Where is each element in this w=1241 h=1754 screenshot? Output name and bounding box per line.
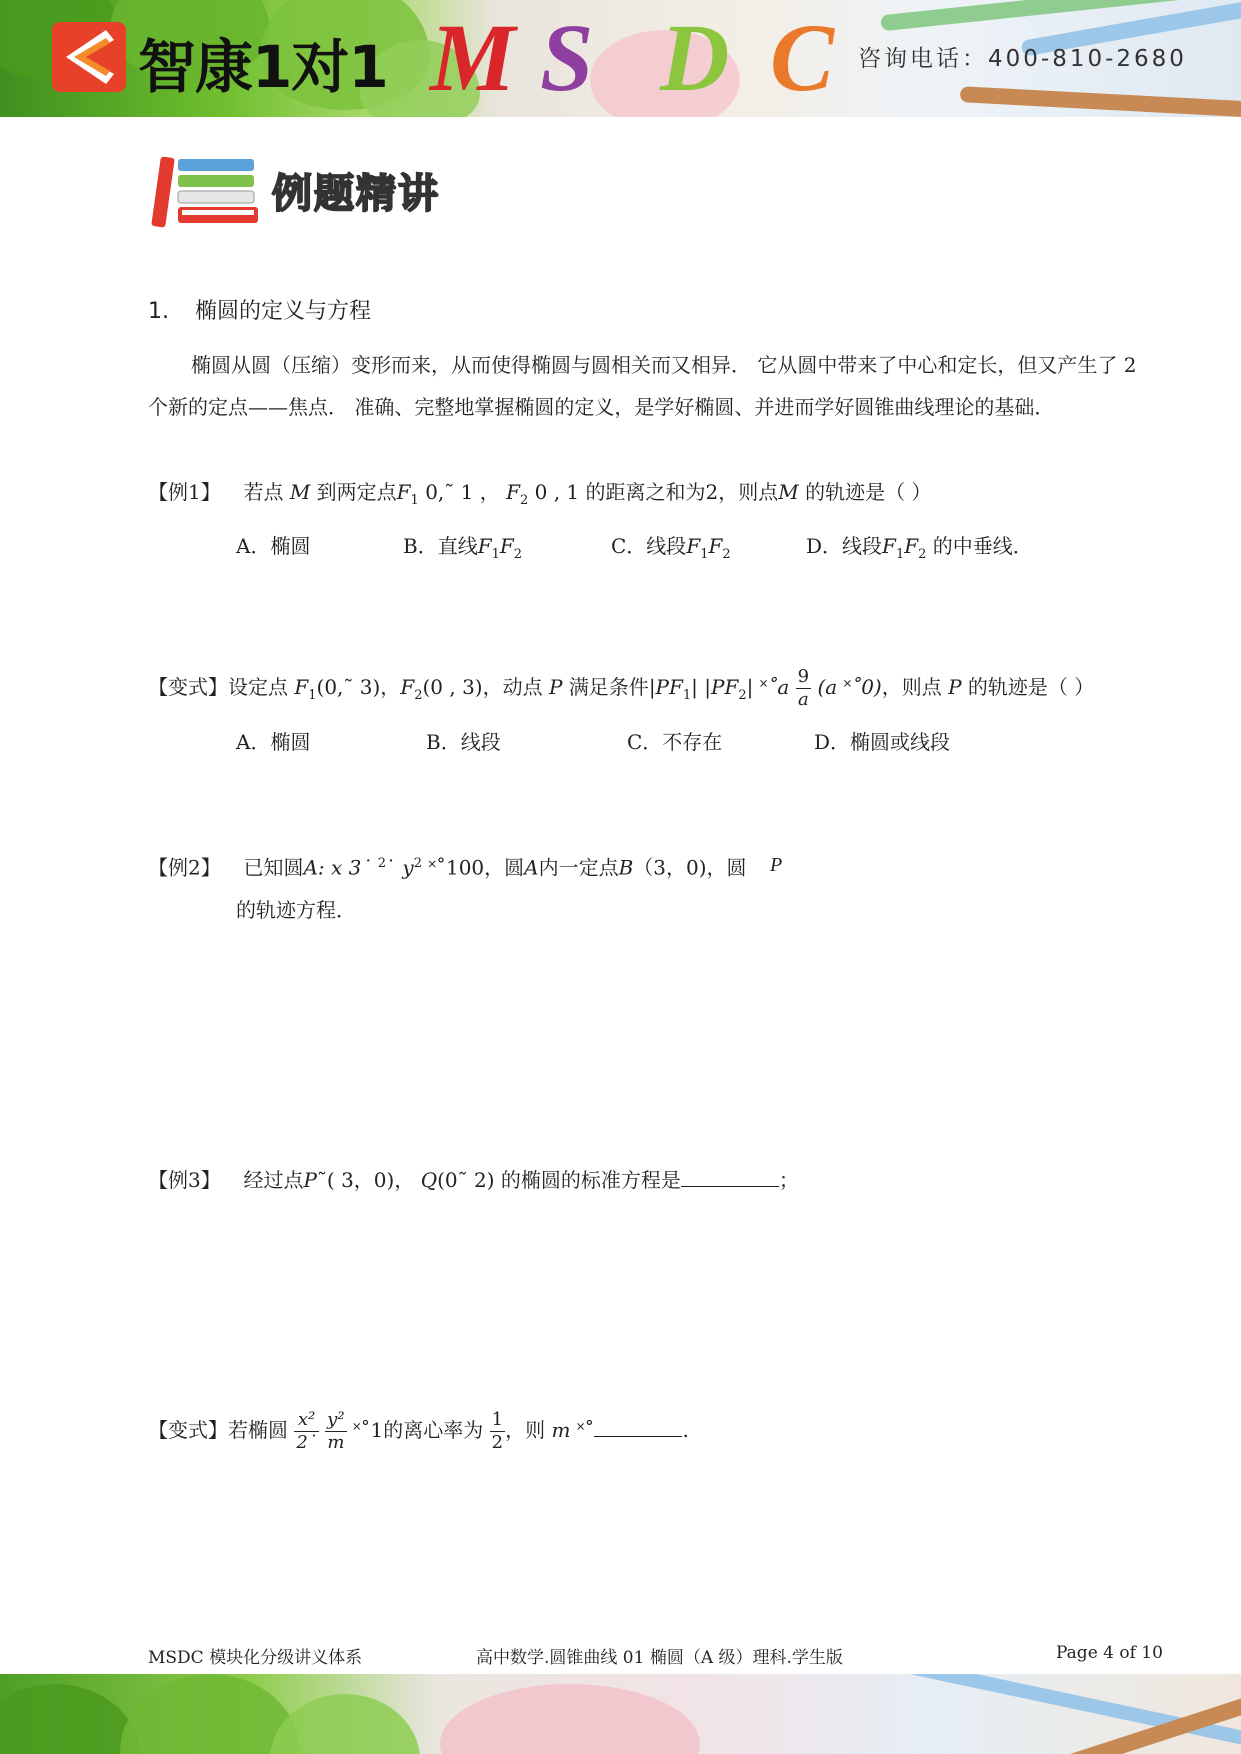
- option-b[interactable]: B．线段: [426, 730, 501, 754]
- option-c[interactable]: C．不存在: [627, 730, 723, 754]
- example-2-question-tail: P: [770, 854, 783, 876]
- answer-blank[interactable]: [594, 1416, 682, 1437]
- phone-number: 咨询电话：400-810-2680: [858, 46, 1187, 72]
- msdc-letter-m: M: [430, 4, 516, 111]
- msdc-letter-s: S: [540, 4, 594, 111]
- msdc-letter-d: D: [660, 4, 730, 111]
- example-tag: 【例2】: [148, 855, 221, 880]
- intro-paragraph: 椭圆从圆（压缩）变形而来，从而使得椭圆与圆相关而又相异． 它从圆中带来了中心和定长，但又产生了 2 个新的定点——焦点． 准确、完整地掌握椭圆的定义，是学好椭圆、并进而学好圆锥曲线理论的基础．: [148, 353, 1137, 419]
- brand-name: 智康1对1: [138, 33, 388, 101]
- leaf-decoration: [0, 1684, 140, 1754]
- example-2-question: 【例2】 已知圆A: x 3˙ $^2$˙ $y^2$ ˟˚100，圆A内一定点B（3，0)，圆: [148, 855, 747, 880]
- option-a[interactable]: A．椭圆: [236, 534, 311, 558]
- msdc-letter-c: C: [770, 4, 835, 111]
- topic-title: 椭圆的定义与方程: [195, 299, 372, 324]
- brand-logo-icon: [52, 22, 126, 92]
- variant-tag: 【变式】: [148, 675, 228, 699]
- pencil-decoration: [960, 86, 1241, 117]
- topic-heading: [148, 298, 371, 326]
- variant-2-question: 【变式】若椭圆 $\frac{\text{x²}}{2˙}$ $\frac{\text{y²}}{m}$ ˟˚1的离心率为 $\frac{1}{2}$ ，则 m ˟˚ .: [148, 1409, 689, 1453]
- variant-1-question: 【变式】设定点 $F_1(0,˜$ 3)，$F_2(0$ , 3)，动点 P 满足条件$|PF_1|$ $|PF_2|$ ˟˚a $\frac{9}{a}$ (a ˟˚0)，则点 P 的轨迹是（ ）: [148, 666, 1095, 710]
- fraction: $\frac{1}{2}$: [491, 1409, 504, 1453]
- ruler-decoration: [863, 1674, 1241, 1752]
- option-b[interactable]: B．直线$F_1F_2$: [403, 534, 523, 562]
- section-title: 例题精讲: [272, 171, 440, 217]
- example-1-question: 【例1】 若点 M 到两定点$F_1$ 0,˜ 1 ， $F_2$ 0 , 1 的距离之和为2，则点M 的轨迹是（ ）: [148, 480, 932, 508]
- page-number: Page 4 of 10: [1056, 1643, 1163, 1663]
- fraction: $\frac{\text{x²}}{2˙}$: [296, 1409, 317, 1453]
- example-3-question: 【例3】 经过点P˜( 3，0)， Q(0˜ 2) 的椭圆的标准方程是 ；: [148, 1168, 799, 1192]
- leaf-decoration: [270, 1694, 420, 1754]
- example-2-line-2: 的轨迹方程．: [236, 898, 356, 922]
- fraction: $\frac{9}{a}$: [797, 666, 810, 710]
- fraction: $\frac{\text{y²}}{m}$: [327, 1409, 345, 1453]
- option-a[interactable]: A．椭圆: [236, 730, 311, 754]
- footer-banner: [0, 1674, 1241, 1754]
- variant-tag: 【变式】: [148, 1418, 228, 1442]
- option-d[interactable]: D．椭圆或线段: [814, 730, 951, 754]
- header-banner: [0, 0, 1241, 117]
- example-tag: 【例3】: [148, 1168, 221, 1192]
- topic-number: 1.: [148, 299, 169, 324]
- butterfly-wing: [440, 1684, 700, 1754]
- answer-blank[interactable]: [681, 1166, 779, 1187]
- option-d[interactable]: D．线段$F_1F_2$ 的中垂线．: [806, 534, 1033, 562]
- example-tag: 【例1】: [148, 480, 221, 504]
- option-c[interactable]: C．线段$F_1F_2$: [611, 534, 731, 562]
- footer-course: 高中数学.圆锥曲线 01 椭圆（A 级）理科.学生版: [476, 1648, 843, 1668]
- books-icon: [150, 155, 260, 229]
- footer-series: MSDC 模块化分级讲义体系: [148, 1648, 363, 1668]
